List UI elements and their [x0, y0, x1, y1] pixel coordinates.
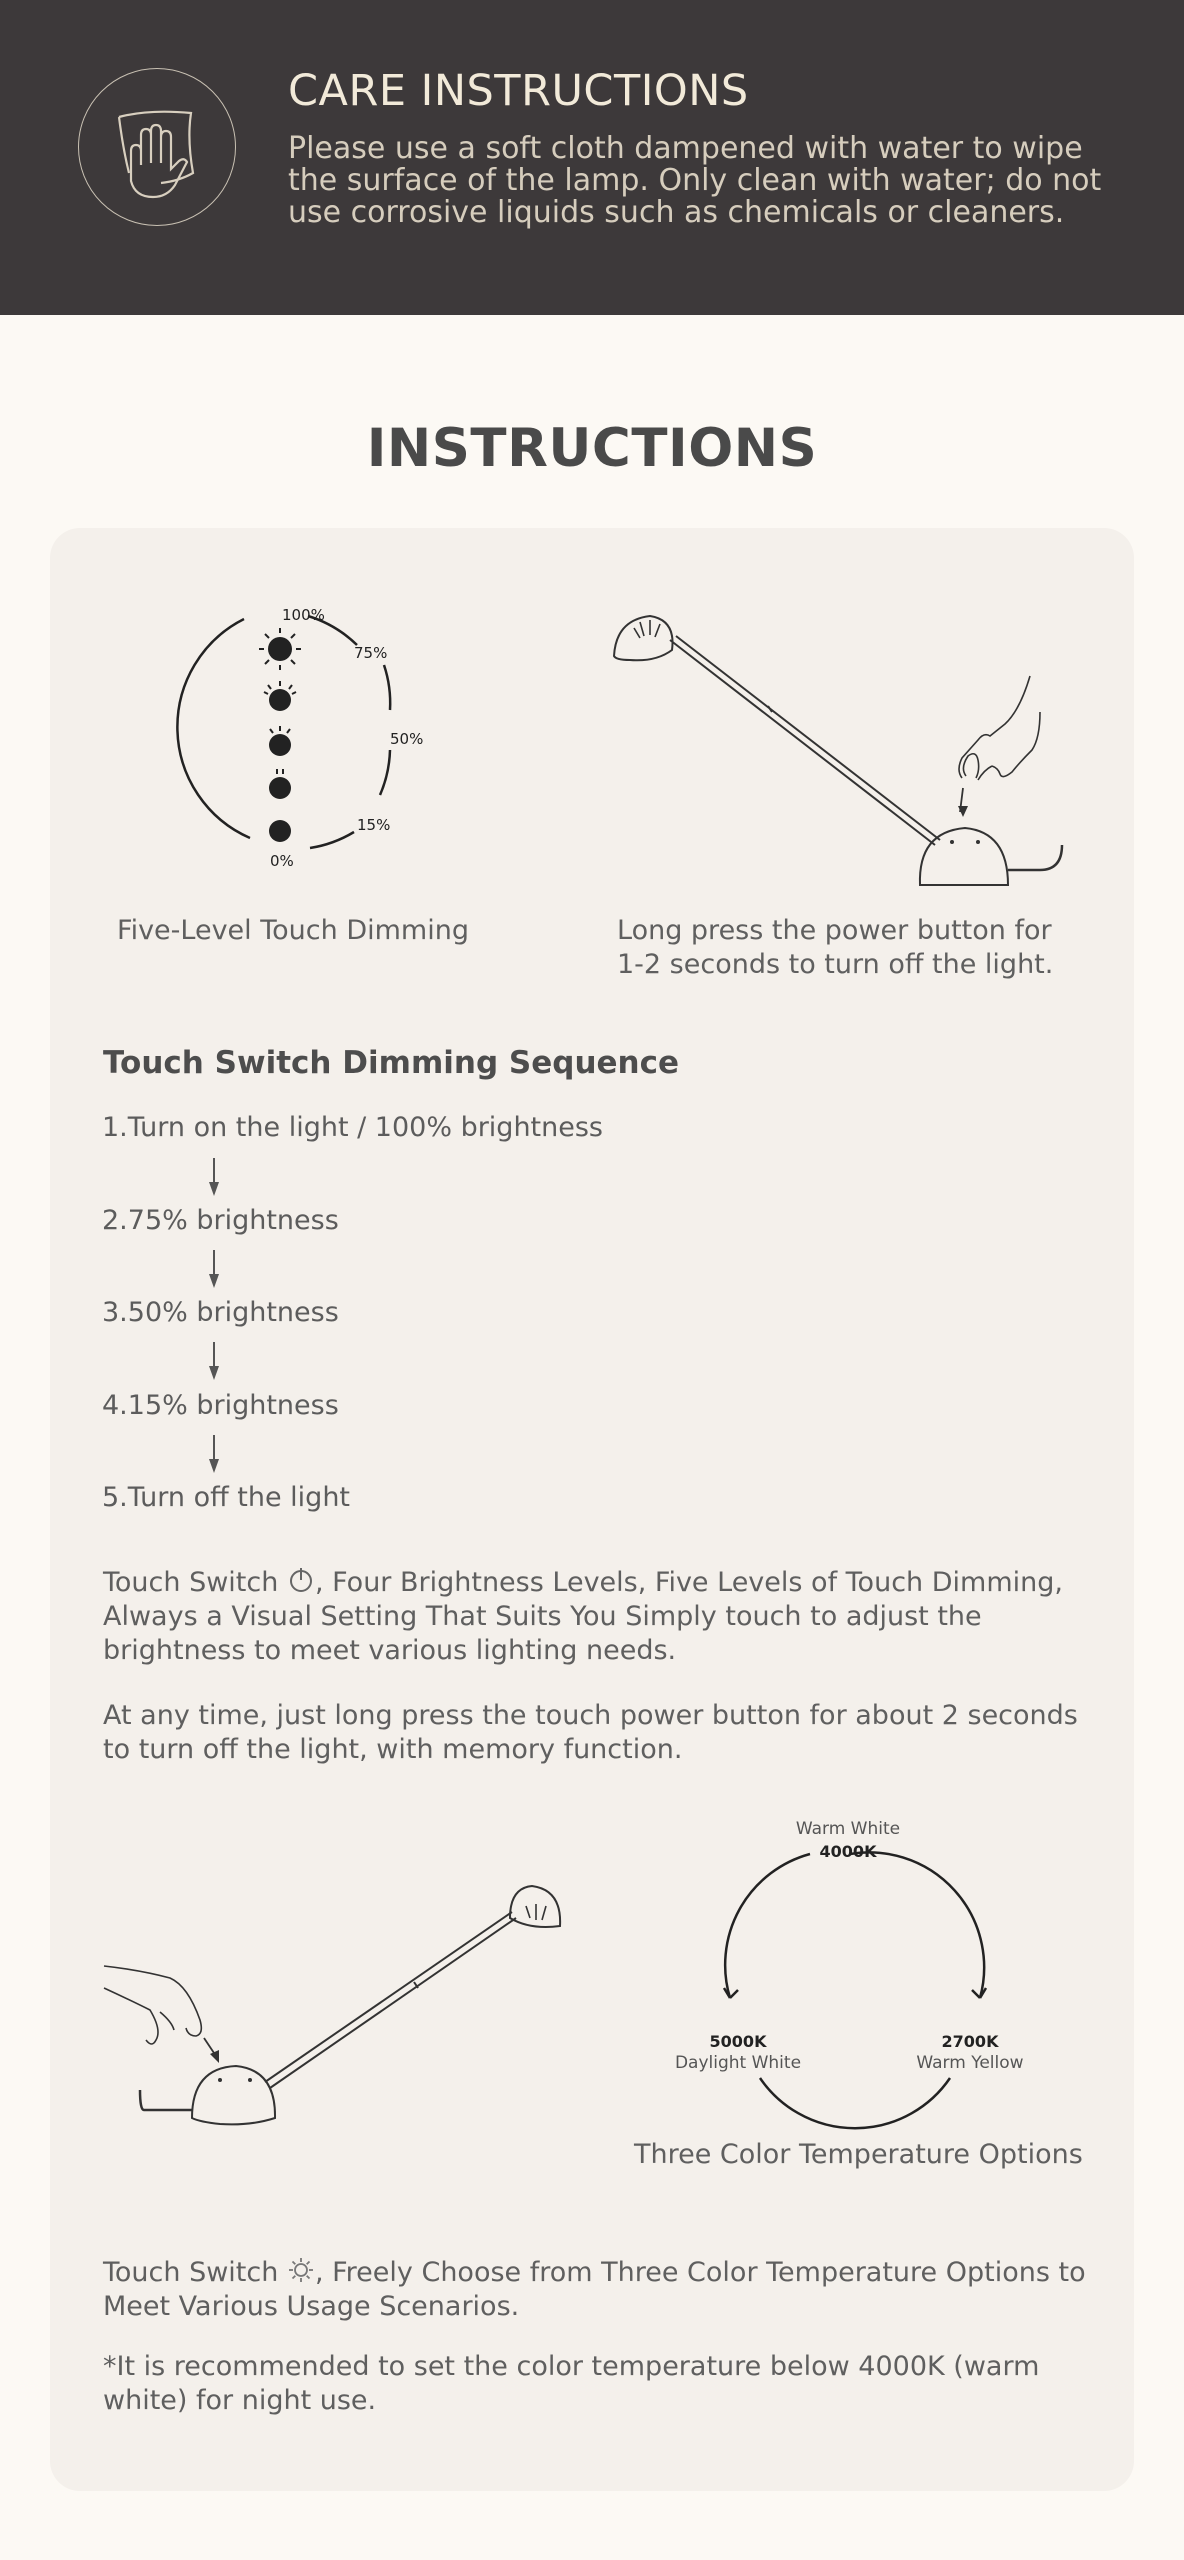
longpress-caption: Long press the power button for 1-2 seconds to turn off the light. — [617, 915, 1054, 980]
sequence-step-3: 3.50% brightness — [102, 1297, 339, 1328]
night-use-note: *It is recommended to set the color temperature below 4000K (warm white) for night use. — [103, 2351, 1040, 2416]
daylight-k: 5000K — [709, 2032, 767, 2051]
dimming-caption: Five-Level Touch Dimming — [117, 915, 469, 946]
sequence-arrow-icon — [207, 1342, 221, 1382]
dim-label-50: 50% — [390, 730, 424, 748]
color-description — [103, 2256, 1093, 2324]
warm-yellow-name: Warm Yellow — [916, 2053, 1024, 2073]
sequence-step-4: 4.15% brightness — [102, 1390, 339, 1421]
power-icon — [287, 1566, 315, 1594]
dimming-diagram — [140, 600, 460, 880]
lamp-longpress-illustration — [600, 600, 1080, 900]
care-banner — [0, 0, 1184, 315]
dimming-description-text: , Four Brightness Levels, Five Levels of Touch Dimming, Always a Visual Setting That Suits You Simply touch to adjust the brightness to meet various lighting needs. — [103, 1567, 1063, 1666]
touch-switch-label: Touch Switch — [103, 2257, 279, 2288]
care-text: Please use a soft cloth dampened with water to wipe the surface of the lamp. Only clean with water; do not use corrosive liquids such as chemicals or cleaners. — [288, 131, 1102, 230]
hand-cloth-icon — [78, 68, 236, 226]
sequence-step-2: 2.75% brightness — [102, 1205, 339, 1236]
power-off-description: At any time, just long press the touch power button for about 2 seconds to turn off the light, with memory function. — [103, 1700, 1078, 1765]
lamp-touch-illustration — [100, 1860, 580, 2140]
warm-yellow-k: 2700K — [941, 2032, 999, 2051]
page-title: INSTRUCTIONS — [366, 418, 818, 479]
dim-label-0: 0% — [270, 852, 294, 870]
brightness-15-icon — [269, 769, 291, 799]
warm-white-name: Warm White — [795, 1819, 901, 1839]
brightness-off-icon — [269, 820, 291, 842]
sequence-arrow-icon — [207, 1158, 221, 1198]
dim-label-15: 15% — [357, 816, 391, 834]
sequence-arrow-icon — [207, 1435, 221, 1475]
brightness-50-icon — [269, 726, 291, 756]
care-title: CARE INSTRUCTIONS — [288, 66, 749, 116]
sequence-step-1: 1.Turn on the light / 100% brightness — [102, 1112, 604, 1143]
color-temperature-diagram — [660, 1810, 1080, 2130]
sequence-title: Touch Switch Dimming Sequence — [103, 1045, 680, 1081]
warm-white-k: 4000K — [819, 1842, 877, 1861]
sequence-step-5: 5.Turn off the light — [102, 1482, 351, 1513]
dimming-description — [103, 1566, 1093, 1668]
color-caption: Three Color Temperature Options — [634, 2139, 1083, 2170]
brightness-100-icon — [259, 628, 301, 670]
sun-icon — [287, 2256, 315, 2284]
touch-switch-label: Touch Switch — [103, 1567, 279, 1598]
dim-label-100: 100% — [282, 606, 325, 624]
color-description-text: , Freely Choose from Three Color Temperature Options to Meet Various Usage Scenarios. — [103, 2257, 1086, 2322]
sequence-arrow-icon — [207, 1250, 221, 1290]
daylight-name: Daylight White — [674, 2053, 802, 2073]
dim-label-75: 75% — [354, 644, 388, 662]
brightness-75-icon — [264, 681, 296, 711]
